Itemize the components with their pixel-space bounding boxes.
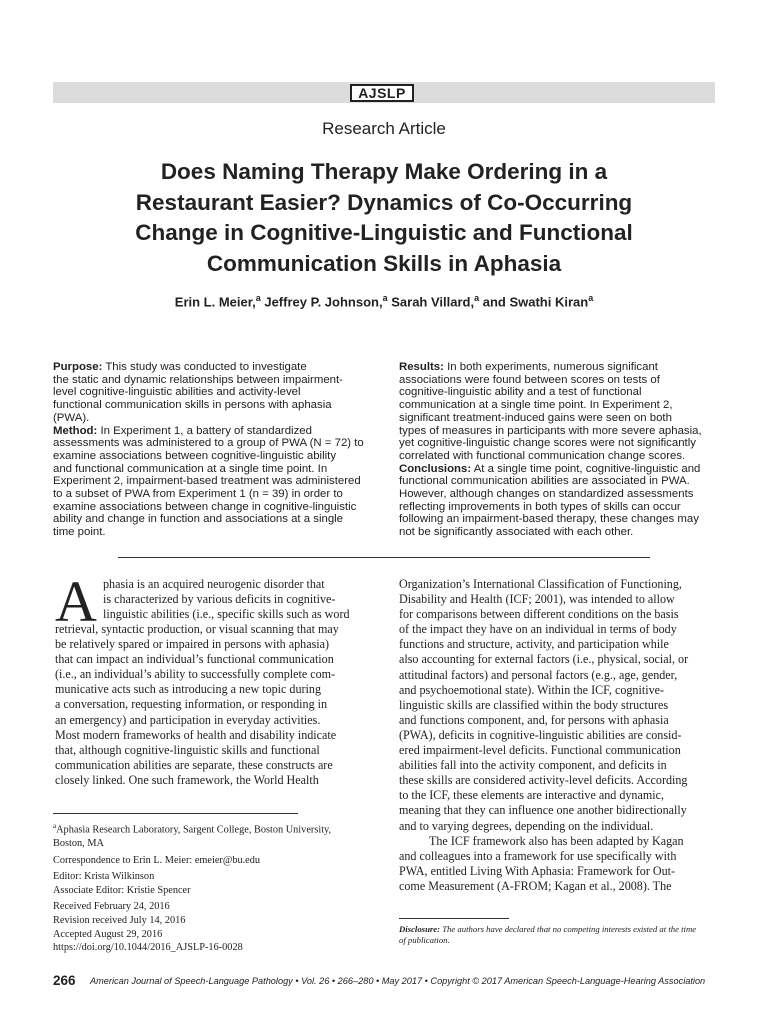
abstract-section-label: Purpose: <box>53 361 103 373</box>
body-text-line: retrieval, syntactic production, or visual scanning that may <box>55 622 339 636</box>
drop-cap: A <box>55 569 97 634</box>
disclosure <box>399 924 717 946</box>
body-text-line: communication abilities are separate, these constructs are <box>55 757 333 772</box>
editor: Editor: Krista Wilkinson <box>53 871 155 883</box>
disclosure-label: Disclosure: <box>399 924 441 934</box>
disclosure-text: The authors have declared that no competing interests existed at the time <box>440 924 697 934</box>
body-text-line: (PWA), deficits in cognitive-linguistic abilities are consid- <box>399 727 682 742</box>
abstract-line: Experiment 2, impairment-based treatment was administered <box>53 475 361 488</box>
abstract-line: following an impairment-based therapy, these changes may <box>399 513 699 526</box>
abstract-line: reflecting improvements in both types of skills can occur <box>399 500 681 513</box>
body-text-line: and psychoemotional state). Within the ICF, cognitive- <box>399 682 665 697</box>
body-text-line: to the ICF, these elements are interactive and dynamic, <box>399 788 664 803</box>
body-text-line: that can impact an individual’s functional communication <box>55 652 334 667</box>
author-name: Jeffrey P. Johnson, <box>264 294 383 310</box>
received-date: Received February 24, 2016 <box>53 901 170 913</box>
abstract-line: examine associations between change in cognitive-linguistic <box>53 500 357 513</box>
body-text-line: (i.e., an individual’s ability to successfully complete com- <box>55 667 336 682</box>
abstract-line: Results: In both experiments, numerous significant <box>399 361 658 373</box>
body-text-line: ered impairment-level deficits. Functional communication <box>399 743 681 758</box>
body-text-line: and functions component, and, for persons with aphasia <box>399 712 669 727</box>
affiliation-mark: a <box>382 293 388 303</box>
doi-link[interactable]: https://doi.org/10.1044/2016_AJSLP-16-0028 <box>53 942 243 954</box>
abstract-line: to a subset of PWA from Experiment 1 (n = 39) in order to <box>53 488 343 501</box>
title-line: Communication Skills in Aphasia <box>206 250 562 276</box>
abstract-line: However, although changes on standardized assessments <box>399 488 694 501</box>
abstract-line: correlated with functional communication change scores. <box>399 449 686 462</box>
affiliation-mark: a <box>474 293 480 303</box>
abstract-line: Conclusions: At a single time point, cognitive-linguistic and <box>399 462 701 475</box>
disclosure-divider <box>399 918 509 919</box>
body-text-line: is characterized by various deficits in cognitive- <box>103 592 336 607</box>
abstract-section-label: Results: <box>399 361 444 373</box>
body-text-line: linguistic abilities (i.e., specific skills such as word <box>103 607 350 622</box>
body-text-line: and to varying degrees, depending on the individual. <box>399 818 654 833</box>
body-text-line: an emergency) and participation in everyday activities. <box>55 712 321 727</box>
body-text-line: phasia is an acquired neurogenic disorder that <box>103 577 325 591</box>
body-text-line: these skills are considered activity-level deficits. According <box>399 773 688 788</box>
associate-editor: Associate Editor: Kristie Spencer <box>53 884 191 896</box>
abstract-line: level cognitive-linguistic abilities and activity-level <box>53 386 301 399</box>
accepted-date: Accepted August 29, 2016 <box>53 928 163 940</box>
body-text-line: The ICF framework also has been adapted by Kagan <box>429 833 684 848</box>
author-list <box>0 293 768 309</box>
author-name: Erin L. Meier, <box>174 294 256 310</box>
abstract-line: functional communication skills in persons with aphasia <box>53 399 332 412</box>
body-text-line: for comparisons between different conditions on the basis <box>399 607 679 622</box>
body-text-line: municative acts such as introducing a new topic during <box>55 682 321 697</box>
author-name: and Swathi Kiran <box>482 294 589 310</box>
body-text-line: attitudinal factors) and personal factors (e.g., age, gender, <box>399 667 678 682</box>
body-text-line: functions and structure, activity, and participation while <box>399 637 669 652</box>
journal-badge: AJSLP <box>350 84 414 102</box>
journal-citation: American Journal of Speech-Language Pathology • Vol. 26 • 266–280 • May 2017 • Copyright © 2017 American Speech-Language-Hearing Association <box>90 976 706 986</box>
article-title <box>60 157 708 279</box>
abstract-line: associations were found between scores on tests of <box>399 373 660 386</box>
body-text-line: closely linked. One such framework, the World Health <box>55 772 319 787</box>
abstract-line: assessments was administered to a group of PWA (N = 72) to <box>53 437 364 450</box>
title-line: Change in Cognitive-Linguistic and Functional <box>135 220 633 245</box>
abstract-line: (PWA). <box>53 411 90 424</box>
abstract-line: yet cognitive-linguistic change scores were not significantly <box>399 437 696 450</box>
body-text-line: Disability and Health (ICF; 2001), was intended to allow <box>399 592 675 607</box>
body-text-line: come Measurement (A-FROM; Kagan et al., 2008). The <box>399 878 672 893</box>
abstract-line: significant treatment-induced gains were seen on both <box>399 411 672 424</box>
body-text-line: be relatively spared or impaired in persons with aphasia) <box>55 637 330 652</box>
abstract-line: communication at a single time point. In Experiment 2, <box>399 399 673 412</box>
body-left-column <box>55 622 373 788</box>
author-name: Sarah Villard, <box>391 294 475 310</box>
body-text-line: Most modern frameworks of health and disability indicate <box>55 727 337 742</box>
footnote-divider <box>53 813 298 814</box>
body-text-line: also accounting for external factors (i.e., physical, social, or <box>399 652 689 667</box>
abstract-line: time point. <box>53 526 106 539</box>
affiliation-footnote: $^a$Aphasia Research Laboratory, Sargent College, Boston University, <box>53 822 332 836</box>
body-text-line: PWA, entitled Living With Aphasia: Framework for Out- <box>399 863 676 878</box>
abstract-right-column <box>399 361 717 539</box>
body-text-line: and colleagues into a framework for use specifically with <box>399 848 677 863</box>
abstract-divider <box>118 557 650 558</box>
body-text-line: that, although cognitive-linguistic skills and functional <box>55 742 320 757</box>
body-text-line: of the impact they have on an individual in terms of body <box>399 622 677 637</box>
abstract-left-column <box>53 361 371 539</box>
title-line: Restaurant Easier? Dynamics of Co-Occurring <box>135 189 633 215</box>
abstract-line: and functional communication at a single time point. In <box>53 462 328 475</box>
abstract-line: types of measures in participants with more severe aphasia, <box>399 424 702 437</box>
title-line: Does Naming Therapy Make Ordering in a <box>160 159 608 184</box>
disclosure-text: of publication. <box>399 935 450 945</box>
body-right-column <box>399 577 717 894</box>
abstract-section-label: Method: <box>53 424 98 437</box>
body-text-line: Organization’s International Classification of Functioning, <box>399 577 682 591</box>
body-text-line: linguistic skills are classified within the body structures <box>399 697 669 712</box>
affiliation-mark: a <box>588 293 594 303</box>
abstract-line: ability and change in function and associations at a single <box>53 513 344 526</box>
body-left-intro <box>103 577 371 622</box>
page-number: 266 <box>53 973 76 988</box>
abstract-section-label: Conclusions: <box>399 462 472 475</box>
abstract-line: Method: In Experiment 1, a battery of standardized <box>53 424 312 437</box>
abstract-line: not be significantly associated with each other. <box>399 526 634 539</box>
correspondence: Correspondence to Erin L. Meier: emeier@bu.edu <box>53 854 261 866</box>
affiliation-footnote: Boston, MA <box>53 838 104 850</box>
footnotes <box>53 820 373 955</box>
abstract-line: the static and dynamic relationships between impairment- <box>53 373 343 386</box>
affiliation-mark: a <box>255 293 261 303</box>
abstract-line: Purpose: This study was conducted to investigate <box>53 361 307 373</box>
body-text-line: abilities fall into the activity component, and deficits in <box>399 758 667 773</box>
abstract-line: functional communication abilities are associated in PWA. <box>399 475 690 488</box>
body-text-line: a conversation, requesting information, or responding in <box>55 697 328 712</box>
article-type: Research Article <box>322 119 446 138</box>
body-text-line: meaning that they can influence one another bidirectionally <box>399 803 687 818</box>
abstract-line: cognitive-linguistic ability and a test of functional <box>399 386 642 399</box>
revision-date: Revision received July 14, 2016 <box>53 914 186 926</box>
abstract-line: examine associations between cognitive-linguistic ability <box>53 449 337 462</box>
